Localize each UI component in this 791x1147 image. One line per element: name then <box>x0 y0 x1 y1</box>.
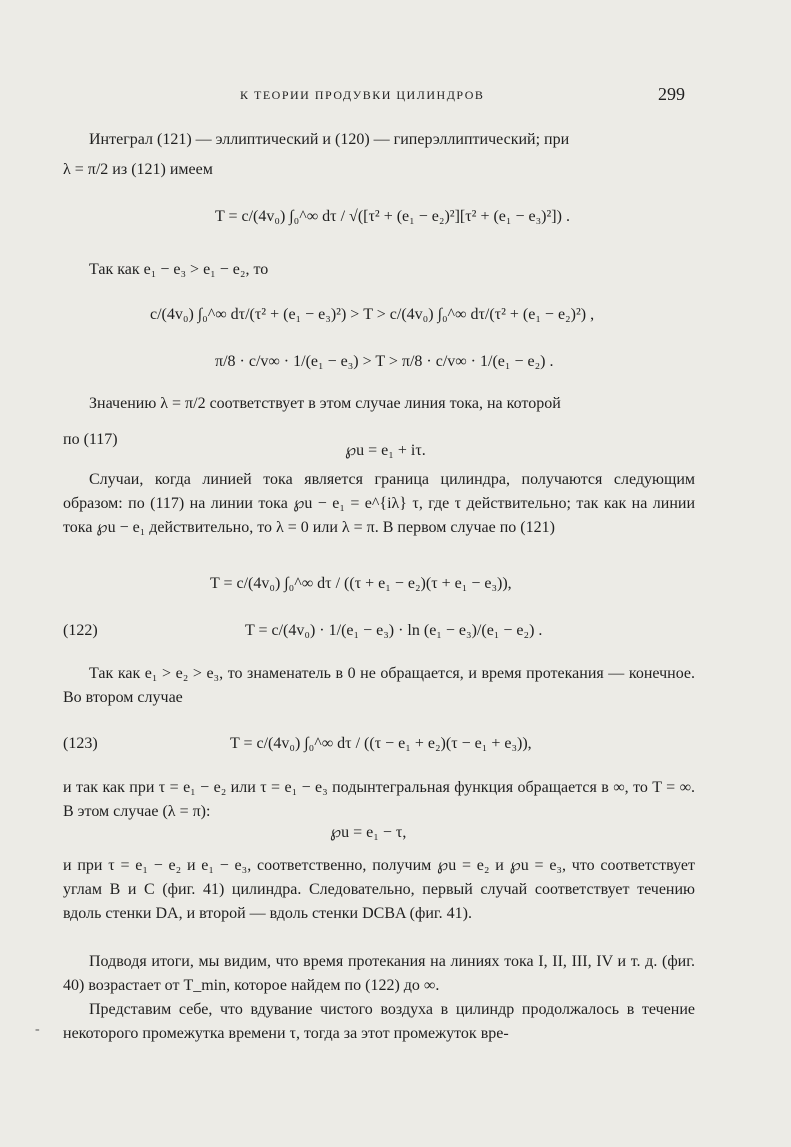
equation-1: T = c/(4v₀) ∫₀^∞ dτ / √([τ² + (e₁ − e₂)²][τ² + (e₁ − e₃)²]) . <box>215 208 570 225</box>
paragraph-3: Значению λ = π/2 соответствует в этом случае линия тока, на которой <box>89 395 561 412</box>
paragraph-4: Случаи, когда линией тока является граница цилиндра, получаются следующим образом: по (117) на линии тока ℘u − e₁ = e^{iλ} τ, где τ действительно; так как на линии тока ℘u − e₁ действительно, то λ = 0 или λ = π. В первом случае по (121) <box>63 471 695 536</box>
equation-number-123: (123) <box>63 735 98 752</box>
paragraph-6: и так как при τ = e₁ − e₂ или τ = e₁ − e₃ подынтегральная функция обращается в ∞, то T = ∞. В этом случае (λ = π): <box>63 779 695 820</box>
equation-4: ℘u = e₁ + iτ. <box>345 442 426 459</box>
equation-2: c/(4v₀) ∫₀^∞ dτ/(τ² + (e₁ − e₃)²) > T > c/(4v₀) ∫₀^∞ dτ/(τ² + (e₁ − e₂)²) , <box>150 306 595 323</box>
equation-3: π/8 · c/v∞ · 1/(e₁ − e₃) > T > π/8 · c/v∞ · 1/(e₁ − e₂) . <box>215 353 554 370</box>
paragraph-1 <box>63 128 695 152</box>
paragraph-3-line-2: по (117) <box>63 431 118 448</box>
equation-6: T = c/(4v₀) · 1/(e₁ − e₃) · ln (e₁ − e₃)/(e₁ − e₂) . <box>245 622 543 639</box>
paragraph-2: Так как e₁ − e₃ > e₁ − e₂, то <box>89 261 269 278</box>
paragraph-8: Подводя итоги, мы видим, что время протекания на линиях тока I, II, III, IV и т. д. (фиг. 40) возрастает от T_min, которое найдем по (122) до ∞. <box>63 953 695 994</box>
paragraph-1-line-2: λ = π/2 из (121) имеем <box>63 161 213 178</box>
equation-number-122: (122) <box>63 622 98 639</box>
paragraph-9: Представим себе, что вдувание чистого воздуха в цилиндр продолжалось в течение некоторого промежутка времени τ, тогда за этот промежуток вре- <box>63 1001 695 1042</box>
equation-7: T = c/(4v₀) ∫₀^∞ dτ / ((τ − e₁ + e₂)(τ − e₁ + e₃)), <box>230 735 532 752</box>
equation-8: ℘u = e₁ − τ, <box>330 824 407 841</box>
equation-5: T = c/(4v₀) ∫₀^∞ dτ / ((τ + e₁ − e₂)(τ + e₁ − e₃)), <box>210 575 512 592</box>
paragraph-1-line-1: Интеграл (121) — эллиптический и (120) — гиперэллиптический; при <box>89 131 570 148</box>
paragraph-5: Так как e₁ > e₂ > e₃, то знаменатель в 0 не обращается, и время протекания — конечное. Во втором случае <box>63 665 695 706</box>
running-header: К ТЕОРИИ ПРОДУВКИ ЦИЛИНДРОВ <box>240 88 485 102</box>
paragraph-7: и при τ = e₁ − e₂ и e₁ − e₃, соответственно, получим ℘u = e₂ и ℘u = e₃, что соответствует углам B и C (фиг. 41) цилиндра. Следовательно, первый случай соответствует течению вдоль стенки DA, и второй — вдоль стенки DCBA (фиг. 41). <box>63 857 695 922</box>
page-number: 299 <box>658 84 685 104</box>
margin-mark: - <box>35 1022 40 1037</box>
